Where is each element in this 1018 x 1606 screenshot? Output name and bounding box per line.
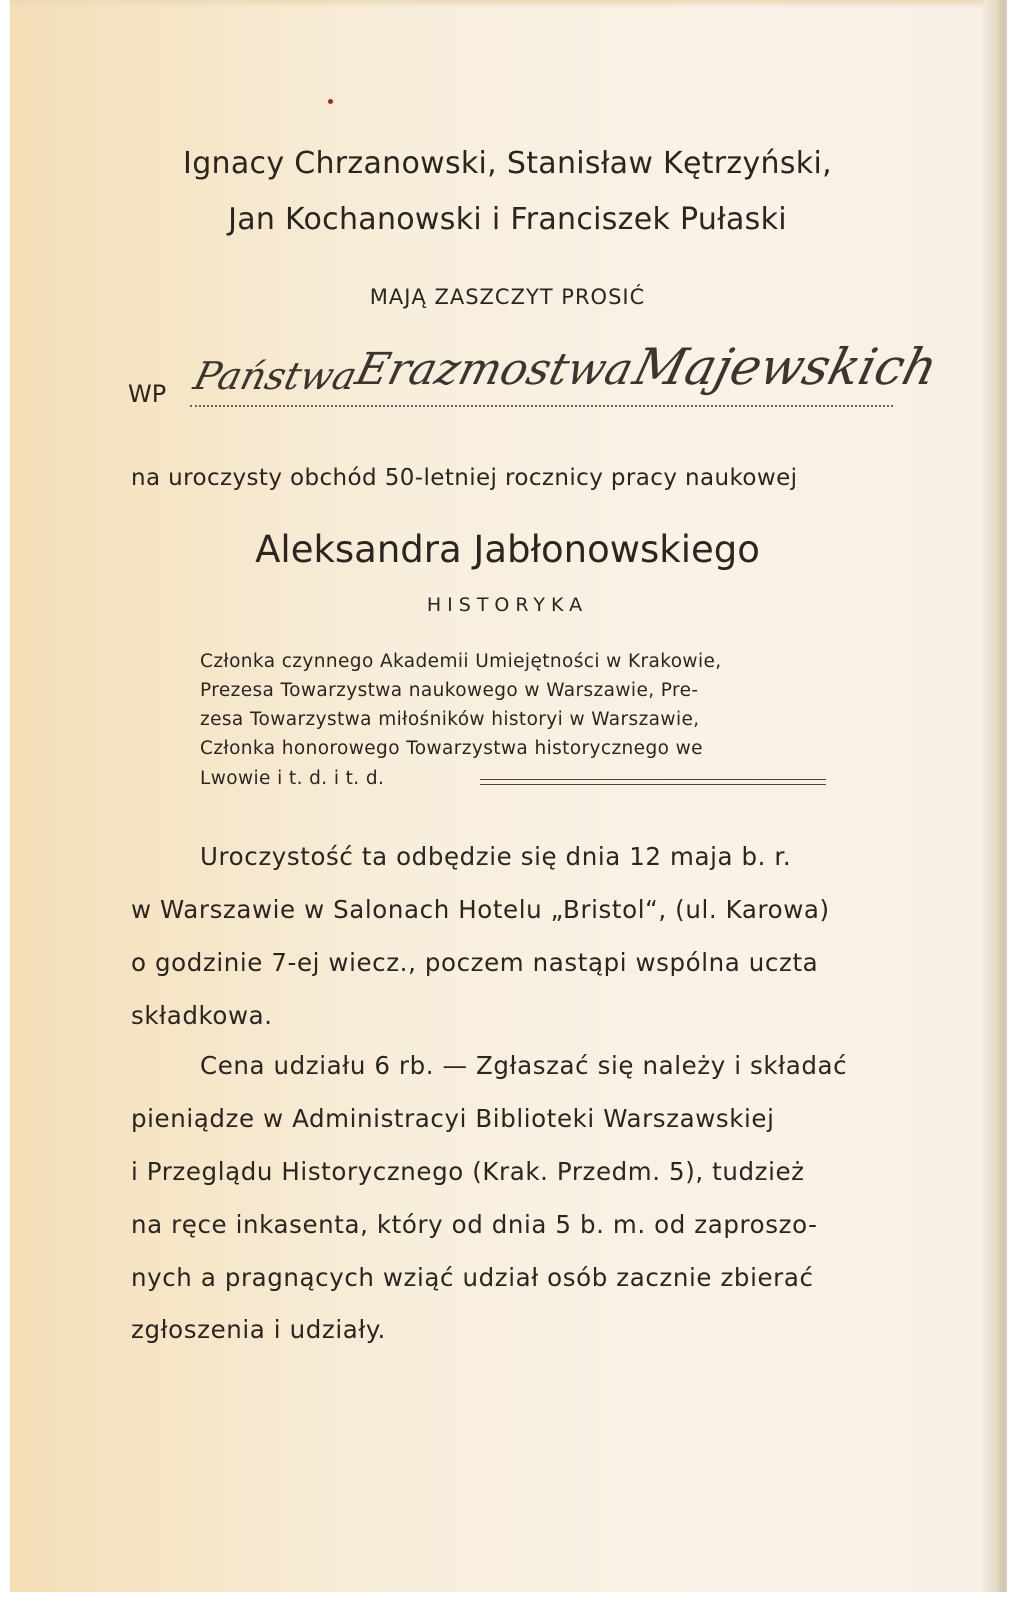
double-rule-bottom bbox=[480, 784, 826, 785]
fee-paragraph-line: i Przeglądu Historycznego (Krak. Przedm. 5), tudzież bbox=[131, 1157, 805, 1186]
credential-line: Lwowie i t. d. i t. d. bbox=[200, 768, 385, 789]
handwritten-word-3: Majewskich bbox=[627, 338, 944, 396]
invitation-card bbox=[10, 0, 1005, 1592]
fee-paragraph-line: zgłoszenia i udziały. bbox=[131, 1315, 386, 1344]
ink-dot bbox=[328, 99, 333, 104]
fee-paragraph-line: Cena udziału 6 rb. — Zgłaszać się należy i składać bbox=[200, 1051, 848, 1080]
double-rule-top bbox=[480, 779, 826, 780]
handwritten-word-2: Erazmostwa bbox=[350, 344, 639, 395]
event-paragraph-line: Uroczystość ta odbędzie się dnia 12 maja b. r. bbox=[200, 842, 792, 871]
occasion-text: na uroczysty obchód 50-letniej rocznicy pracy naukowej bbox=[131, 465, 798, 491]
credential-line: Prezesa Towarzystwa naukowego w Warszawie, Pre- bbox=[200, 680, 699, 701]
paper-top-edge bbox=[10, 0, 1005, 8]
request-heading: MAJĄ ZASZCZYT PROSIĆ bbox=[369, 285, 646, 309]
event-paragraph-line: o godzinie 7-ej wiecz., poczem nastąpi wspólna uczta bbox=[131, 948, 819, 977]
paper-right-edge bbox=[983, 0, 1005, 1592]
event-paragraph-line: w Warszawie w Salonach Hotelu „Bristol“, (ul. Karowa) bbox=[131, 895, 830, 924]
hosts-line-1: Ignacy Chrzanowski, Stanisław Kętrzyński, bbox=[183, 146, 832, 181]
credential-line: Członka czynnego Akademii Umiejętności w Krakowie, bbox=[200, 651, 722, 672]
honoree-profession: HISTORYKA bbox=[426, 594, 589, 616]
event-paragraph-line: składkowa. bbox=[131, 1001, 273, 1030]
handwritten-word-1: Państwa bbox=[189, 354, 362, 398]
fee-paragraph-line: nych a pragnących wziąć udział osób zacznie zbierać bbox=[131, 1263, 814, 1292]
credential-line: zesa Towarzystwa miłośników historyi w Warszawie, bbox=[200, 709, 700, 730]
honoree-name: Aleksandra Jabłonowskiego bbox=[255, 528, 760, 571]
handwritten-addressee bbox=[189, 332, 955, 422]
fee-paragraph-line: na ręce inkasenta, który od dnia 5 b. m. od zaproszo- bbox=[131, 1210, 818, 1239]
fee-paragraph-line: pieniądze w Administracyi Biblioteki Warszawskiej bbox=[131, 1104, 775, 1133]
salutation: WP bbox=[128, 380, 167, 408]
credential-line: Członka honorowego Towarzystwa historycznego we bbox=[200, 738, 703, 759]
hosts-line-2: Jan Kochanowski i Franciszek Pułaski bbox=[228, 202, 787, 237]
